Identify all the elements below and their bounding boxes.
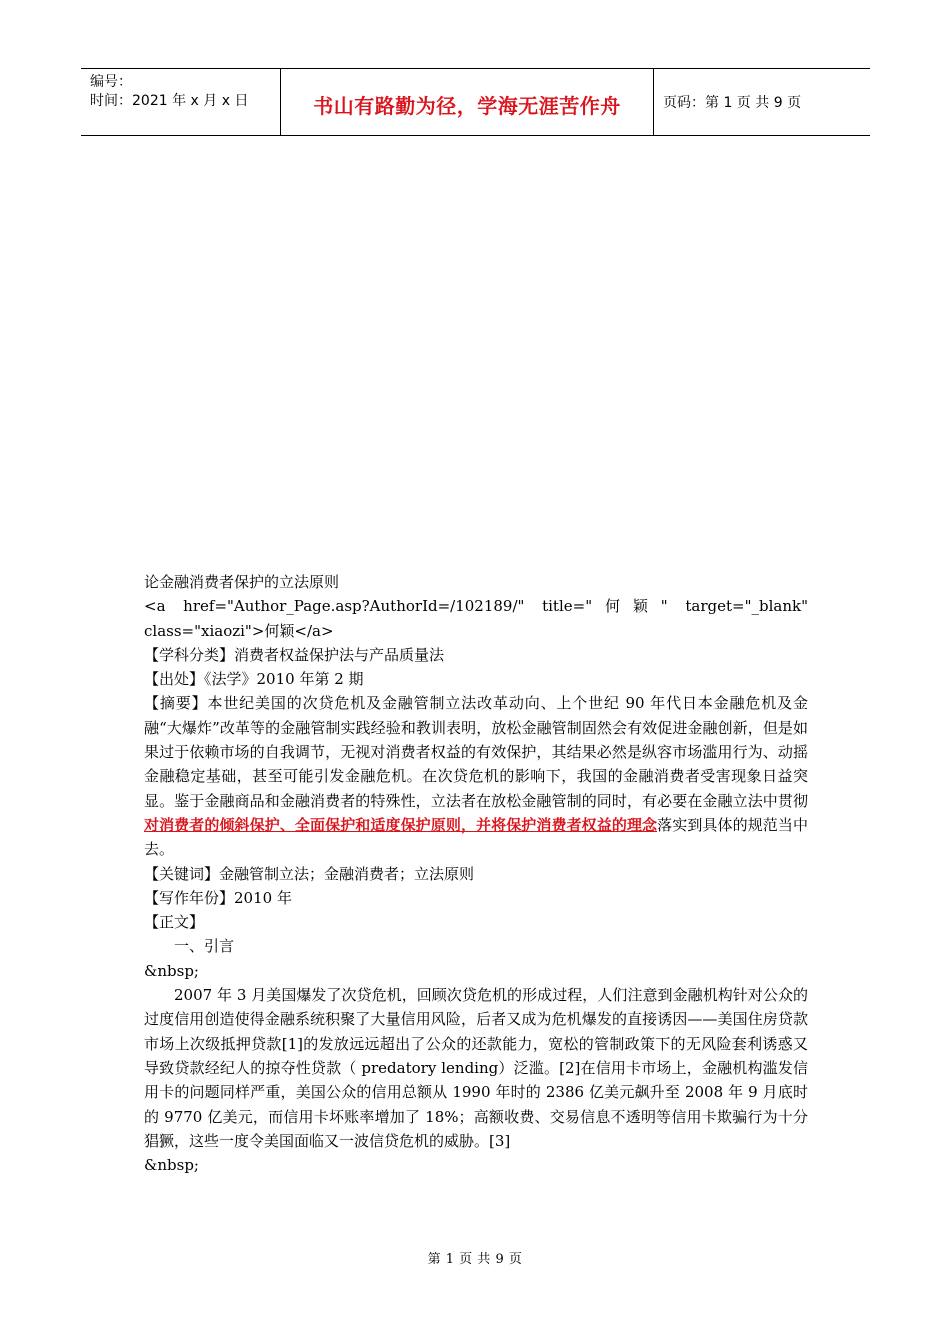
abstract (144, 691, 808, 861)
author-line: <a href="Author_Page.asp?AuthorId=/102189/" title="何颖" target="_blank" class="xiaozi">何颖</a> (144, 597, 808, 640)
page-footer: 第 1 页 共 9 页 (427, 1252, 523, 1267)
document-number-label: 编号： (90, 74, 132, 90)
document-time: 时间：2021 年 x 月 x 日 (90, 93, 249, 109)
article-body (144, 570, 808, 1177)
header-right-cell (654, 69, 870, 135)
header-table (81, 68, 870, 136)
header-page-info: 页码：第 1 页 共 9 页 (663, 95, 802, 111)
article-title: 论金融消费者保护的立法原则 (144, 573, 340, 591)
keywords: 【关键词】金融管制立法；金融消费者；立法原则 (144, 864, 475, 883)
body-paragraph: 2007 年 3 月美国爆发了次贷危机，回顾次贷危机的形成过程，人们注意到金融机构针对公众的过度信用创造使得金融系统积聚了大量信用风险，后者又成为危机爆发的直接诱因——美国住房贷款市场上次级抵押贷款[1]的发放远远超出了公众的还款能力，宽松的管制政策下的无风险套利诱惑又导致贷款经纪人的掠夺性贷款（ predatory lending）泛滥。[2]在信用卡市场上，金融机构滥发信用卡的问题同样严重，美国公众的信用总额从 1990 年时的 2386 亿美元飙升至 2008 年 9 月底时的 9770 亿美元，而信用卡坏账率增加了 18%；高额收费、交易信息不透明等信用卡欺骗行为十分猖獗，这些一度令美国面临又一波信贷危机的威胁。[3] (144, 986, 808, 1150)
header-middle-cell (281, 69, 654, 135)
abstract-end: 落实到具体的规范当中去。 (144, 815, 808, 859)
section-heading: 一、引言 (174, 937, 235, 956)
header-left-cell (81, 69, 281, 135)
abstract-highlight-link[interactable]: 对消费者的倾斜保护、全面保护和适度保护原则，并将保护消费者权益的理念 (144, 815, 658, 834)
writing-year: 【写作年份】2010 年 (144, 888, 292, 907)
nbsp-line: &nbsp; (144, 961, 199, 980)
source: 【出处】《法学》2010 年第 2 期 (144, 670, 364, 689)
nbsp-line: &nbsp; (144, 1156, 199, 1175)
subject-category: 【学科分类】消费者权益保护法与产品质量法 (144, 645, 445, 664)
header-motto: 书山有路勤为径，学海无涯苦作舟 (313, 93, 621, 118)
abstract-start: 【摘要】本世纪美国的次贷危机及金融管制立法改革动向、上个世纪 90 年代日本金融危机及金融“大爆炸”改革等的金融管制实践经验和教训表明，放松金融管制固然会有效促进金融创新，但是如果过于依赖市场的自我调节，无视对消费者权益的有效保护，其结果必然是纵容市场滥用行为、动摇金融稳定基础，甚至可能引发金融危机。在次贷危机的影响下，我国的金融消费者受害现象日益突显。鉴于金融商品和金融消费者的特殊性，立法者在放松金融管制的同时，有必要在金融立法中贯彻 (144, 694, 808, 810)
body-label: 【正文】 (144, 913, 205, 932)
